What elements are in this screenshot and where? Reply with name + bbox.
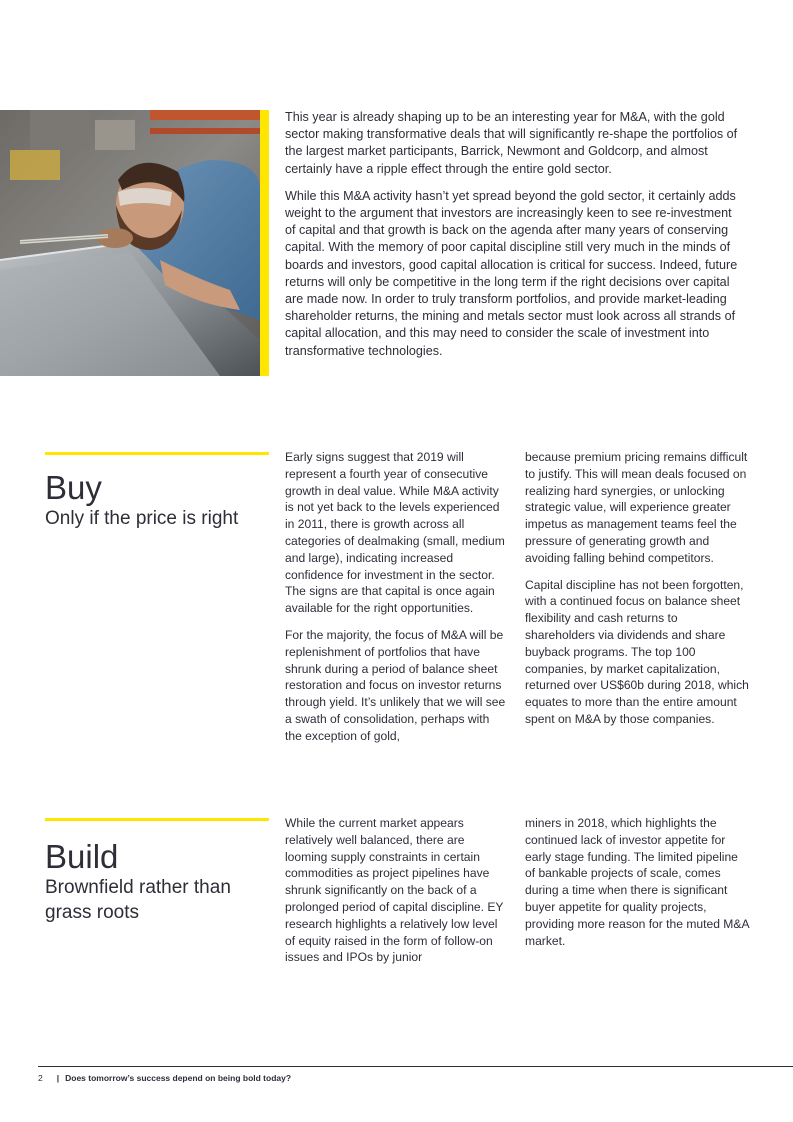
accent-bar [260, 110, 269, 376]
build-subtitle: Brownfield rather than grass roots [45, 877, 231, 923]
buy-title: Buy [45, 469, 102, 506]
buy-column-1 [285, 449, 509, 755]
footer-rule [38, 1066, 793, 1067]
build-section-rule [45, 818, 269, 821]
paragraph: Early signs suggest that 2019 will represent a fourth year of consecutive growth in deal value. While M&A activity is not yet back to the levels experienced in 2011, there is growth across all categories of dealmaking (small, medium and large), indicating increased confidence for investment in the sector. The signs are that capital is once again available for the right opportunities. [285, 450, 505, 616]
build-column-1 [285, 815, 509, 976]
build-title: Build [45, 838, 119, 875]
paragraph: For the majority, the focus of M&A will be replenishment of portfolios that have shrunk during a period of balance sheet restoration and focus on investor returns through yield. It’s unlikely that we will see a swath of consolidation, perhaps with the exception of gold, [285, 627, 506, 743]
paragraph: because premium pricing remains difficult to justify. This will mean deals focused on realizing hard synergies, or unlocking strategic value, will experience greater impetus as management teams feel the pressure of generating growth and avoiding falling behind competitors. [525, 450, 748, 565]
buy-subtitle: Only if the price is right [45, 508, 239, 529]
page-number: 2 [38, 1073, 43, 1083]
page-footer [38, 1073, 291, 1083]
footer-separator: | [56, 1073, 60, 1083]
intro-text [285, 109, 745, 370]
buy-column-2 [525, 449, 749, 738]
worker-photo [0, 110, 260, 376]
paragraph: While the current market appears relatively well balanced, there are looming supply constraints in certain commodities as project pipelines have shrunk significantly on the back of a prolonged period of capital discipline. EY research highlights a relatively low level of equity raised in the form of follow-on issues and IPOs by junior [285, 816, 504, 965]
build-column-2 [525, 815, 749, 959]
paragraph: Capital discipline has not been forgotten, with a continued focus on balance sheet flexibility and cash returns to shareholders via dividends and share buyback programs. The top 100 companies, by market capitalization, returned over US$60b during 2018, which equates to more than the entire amount spent on M&A by those companies. [525, 577, 749, 726]
paragraph: miners in 2018, which highlights the continued lack of investor appetite for early stage funding. The limited pipeline of bankable projects of scale, comes during a time when there is significant buyer appetite for quality projects, providing more reason for the muted M&A market. [525, 816, 749, 948]
intro-paragraph: While this M&A activity hasn’t yet spread beyond the gold sector, it certainly adds weight to the argument that investors are increasingly keen to see re-investment of capital and that growth is back on the agenda after many years of conserving capital. With the memory of poor capital discipline still very much in the minds of boards and investors, good capital allocation is critical for success. Indeed, future returns will only be competitive in the long term if the right decisions over capital are made now. In order to truly transform portfolios, and provide market-leading shareholder returns, the mining and metals sector must look across all strands of capital allocation, and this may need to consider the scale of investment into transformative technologies. [285, 188, 738, 358]
intro-paragraph: This year is already shaping up to be an interesting year for M&A, with the gold sector making transformative deals that will significantly re-shape the portfolios of the largest market participants, Barrick, Newmont and Goldcorp, and almost certainly have a ripple effect through the entire gold sector. [285, 110, 738, 176]
buy-section-rule [45, 452, 269, 455]
footer-title: Does tomorrow’s success depend on being bold today? [65, 1073, 292, 1083]
